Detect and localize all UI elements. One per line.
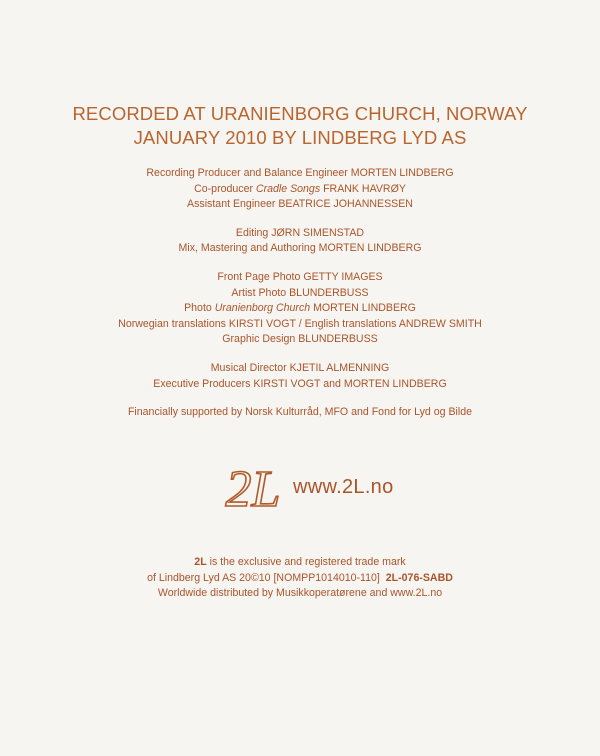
credits-group-editing — [0, 226, 600, 257]
credit-line: Musical Director KJETIL ALMENNING — [210, 361, 390, 374]
credit-line — [0, 182, 600, 198]
credit-title: Uranienborg Church — [214, 302, 311, 315]
label-name: 2L — [194, 556, 207, 568]
credit-line: Executive Producers KIRSTI VOGT and MORTEN LINDBERG — [153, 377, 447, 390]
recording-heading — [0, 102, 600, 150]
credit-text: Photo — [184, 302, 215, 315]
credit-line: Graphic Design BLUNDERBUSS — [222, 333, 378, 346]
credit-text: FRANK HAVRØY — [320, 182, 406, 195]
logo-mark: 2L — [225, 461, 281, 514]
credit-line: Front Page Photo GETTY IMAGES — [217, 270, 383, 283]
credits-group-photo-design — [0, 270, 600, 348]
2l-logo-icon — [218, 458, 288, 514]
credit-line — [0, 301, 600, 317]
catalog-number: 2L-076-SABD — [385, 571, 453, 584]
footer-line — [0, 555, 600, 571]
credit-text: Co-producer — [194, 182, 256, 195]
credit-line: Recording Producer and Balance Engineer MORTEN LINDBERG — [146, 167, 454, 179]
credits-group-recording — [0, 166, 600, 213]
heading-line-1: RECORDED AT URANIENBORG CHURCH, NORWAY — [72, 103, 528, 124]
trademark-footer — [0, 555, 600, 602]
footer-line: Worldwide distributed by Musikkoperatørene and www.2L.no — [157, 587, 443, 600]
footer-text: is the exclusive and registered trade mark — [206, 556, 406, 568]
credit-title: Cradle Songs — [255, 182, 321, 195]
credit-line: Norwegian translations KIRSTI VOGT / English translations ANDREW SMITH — [118, 317, 482, 330]
credit-line: Mix, Mastering and Authoring MORTEN LINDBERG — [178, 242, 422, 255]
credits-block — [0, 166, 600, 421]
support-line: Financially supported by Norsk Kulturråd, MFO and Fond for Lyd og Bilde — [127, 406, 473, 419]
footer-line — [0, 571, 600, 587]
credit-text: MORTEN LINDBERG — [310, 302, 416, 315]
label-logo-row — [0, 458, 600, 518]
heading-line-2: JANUARY 2010 BY LINDBERG LYD AS — [133, 127, 467, 148]
credit-line: Editing JØRN SIMENSTAD — [235, 226, 365, 239]
credit-line: Artist Photo BLUNDERBUSS — [231, 286, 369, 299]
footer-text: of Lindberg Lyd AS 20©10 [NOMPP1014010-110] — [147, 571, 386, 584]
credit-line: Assistant Engineer BEATRICE JOHANNESSEN — [187, 198, 413, 211]
credits-group-producers — [0, 361, 600, 392]
website-url: www.2L.no — [293, 476, 394, 498]
